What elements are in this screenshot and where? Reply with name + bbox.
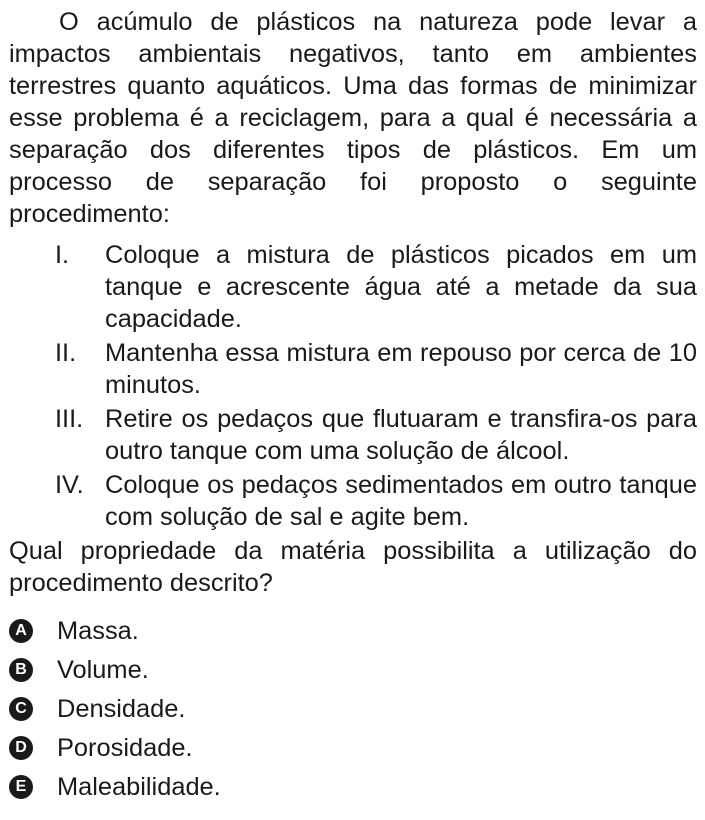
option-b[interactable] <box>9 650 697 689</box>
option-letter-badge: E <box>9 775 33 799</box>
question-text: Qual propriedade da matéria possibilita a utilização do procedimento descrito? <box>9 537 697 597</box>
step-item-1 <box>9 239 697 335</box>
option-letter-badge: C <box>9 697 33 721</box>
option-letter-badge: D <box>9 736 33 760</box>
option-d[interactable] <box>9 728 697 767</box>
procedure-steps <box>9 239 697 533</box>
question-page <box>9 6 697 806</box>
option-label: Massa. <box>57 616 139 645</box>
step-number: I. <box>55 241 70 269</box>
step-text: Coloque os pedaços sedimentados em outro tanque com solução de sal e agite bem. <box>105 471 697 531</box>
option-label: Volume. <box>57 655 149 684</box>
option-label: Porosidade. <box>57 733 193 762</box>
step-text: Coloque a mistura de plásticos picados em um tanque e acrescente água até a metade da sua capacidade. <box>105 241 697 333</box>
option-c[interactable] <box>9 689 697 728</box>
option-letter-badge: A <box>9 619 33 643</box>
answer-options <box>9 611 697 806</box>
option-a[interactable] <box>9 611 697 650</box>
step-text: Mantenha essa mistura em repouso por cerca de 10 minutos. <box>105 339 697 399</box>
step-number: IV. <box>55 471 84 499</box>
intro-paragraph: O acúmulo de plásticos na natureza pode levar a impactos ambientais negativos, tanto em ambientes terrestres quanto aquáticos. Uma das formas de minimizar esse problema é a reciclagem, para a qual é necessária a separação dos diferentes tipos de plásticos. Em um processo de separação foi proposto o seguinte procedimento: <box>9 8 697 228</box>
step-text: Retire os pedaços que flutuaram e transfira-os para outro tanque com uma solução de álcool. <box>105 405 697 465</box>
option-label: Densidade. <box>57 694 186 723</box>
step-number: II. <box>55 339 77 367</box>
option-letter-badge: B <box>9 658 33 682</box>
step-item-3 <box>9 403 697 467</box>
step-number: III. <box>55 405 84 433</box>
step-item-2 <box>9 337 697 401</box>
option-e[interactable] <box>9 767 697 806</box>
step-item-4 <box>9 469 697 533</box>
option-label: Maleabilidade. <box>57 772 221 801</box>
